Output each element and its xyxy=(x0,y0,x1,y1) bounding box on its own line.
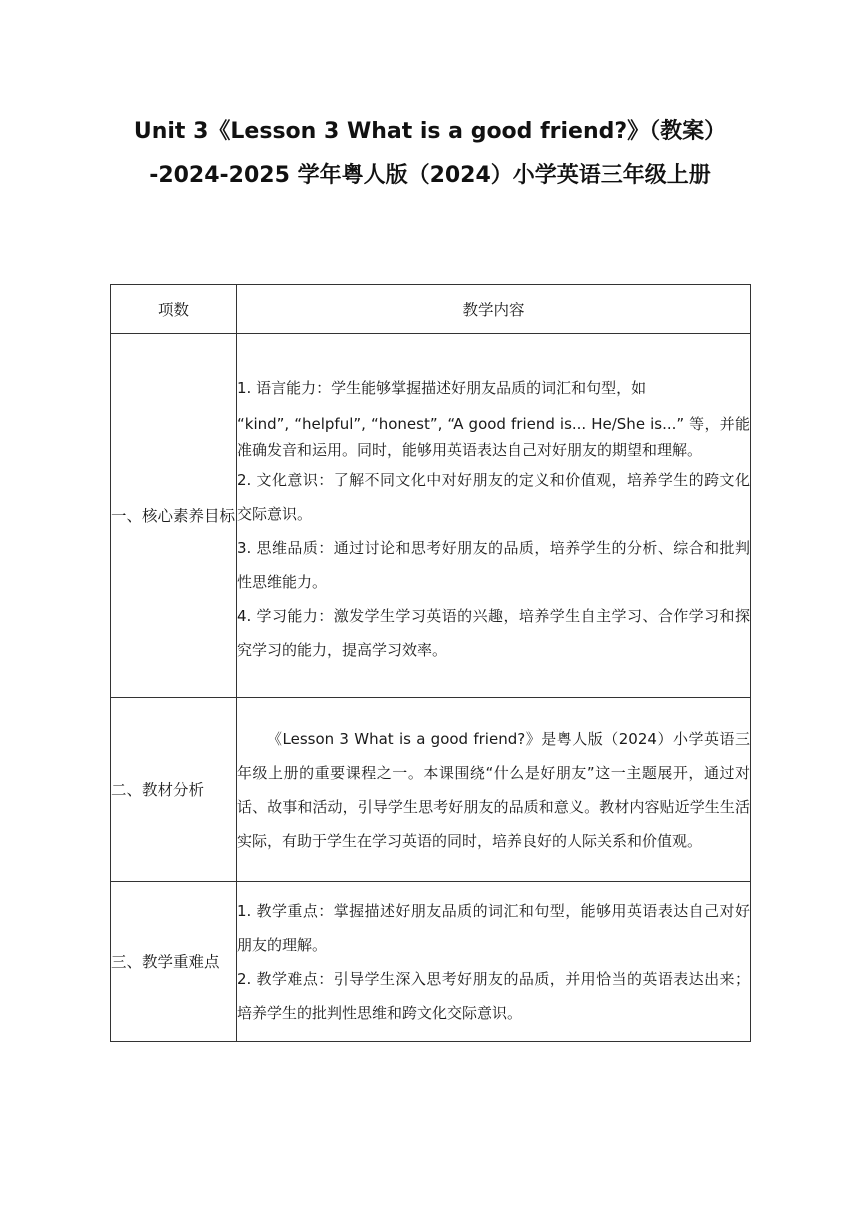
goal-thinking: 3. 思维品质：通过讨论和思考好朋友的品质，培养学生的分析、综合和批判性思维能力。 xyxy=(237,538,750,591)
document-title-line1: Unit 3《Lesson 3 What is a good friend?》（教案） xyxy=(133,119,727,144)
goal-culture: 2. 文化意识：了解不同文化中对好朋友的定义和价值观，培养学生的跨文化交际意识。 xyxy=(237,470,750,523)
row-label-core-goals: 一、核心素养目标 xyxy=(111,334,237,698)
header-content: 教学内容 xyxy=(237,285,751,334)
key-point: 1. 教学重点：掌握描述好朋友品质的词汇和句型，能够用英语表达自己对好朋友的理解。 xyxy=(237,901,750,954)
goal-learning: 4. 学习能力：激发学生学习英语的兴趣，培养学生自主学习、合作学习和探究学习的能力，提高学习效率。 xyxy=(237,606,750,659)
goal-language-detail: “kind”, “helpful”, “honest”, “A good friend is... He/She is...” 等，并能准确发音和运用。同时，能够用英语表达自己对好朋友的期望和理解。 xyxy=(237,414,750,459)
row-content-core-goals xyxy=(237,334,751,698)
row-content-textbook-analysis xyxy=(237,698,751,882)
row-content-key-points xyxy=(237,882,751,1042)
row-label-key-points: 三、教学重难点 xyxy=(111,882,237,1042)
goal-language-intro: 1. 语言能力：学生能够掌握描述好朋友品质的词汇和句型，如 xyxy=(237,378,647,397)
row-label-textbook-analysis: 二、教材分析 xyxy=(111,698,237,882)
table-header-row xyxy=(111,285,751,334)
difficult-point: 2. 教学难点：引导学生深入思考好朋友的品质，并用恰当的英语表达出来；培养学生的批判性思维和跨文化交际意识。 xyxy=(237,969,750,1022)
table-row xyxy=(111,334,751,698)
textbook-analysis-text: 《Lesson 3 What is a good friend?》是粤人版（2024）小学英语三年级上册的重要课程之一。本课围绕“什么是好朋友”这一主题展开，通过对话、故事和活动，引导学生思考好朋友的品质和意义。教材内容贴近学生生活实际，有助于学生在学习英语的同时，培养良好的人际关系和价值观。 xyxy=(237,729,750,850)
table-row xyxy=(111,698,751,882)
header-item: 项数 xyxy=(111,285,237,334)
table-row xyxy=(111,882,751,1042)
document-title-line2: -2024-2025 学年粤人版（2024）小学英语三年级上册 xyxy=(149,163,711,188)
lesson-plan-table xyxy=(110,284,751,1042)
